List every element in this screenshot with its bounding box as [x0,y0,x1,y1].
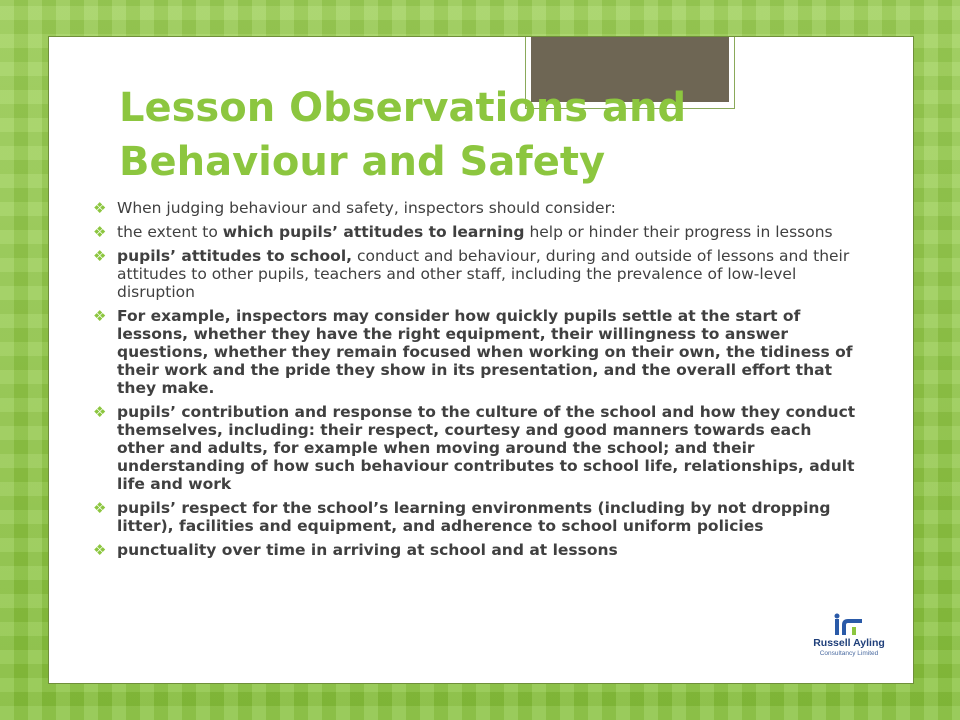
bullet-text-bold: pupils’ contribution and response to the culture of the school and how they conduct themselves, including: their respect, courtesy and good manners towards each other and adults, for example when moving around the school; and their understanding of how such behaviour contributes to school life, relationships, adult life and work [117,403,856,493]
bullet-item [93,403,863,493]
hollow-diamond-icon: ❖ [93,247,107,265]
hollow-diamond-icon: ❖ [93,403,107,421]
russell-ayling-logo-icon [832,613,866,637]
bullet-list [93,199,863,565]
hollow-diamond-icon: ❖ [93,223,107,241]
slide-title [119,81,819,189]
bullet-text-bold: which pupils’ attitudes to learning [222,223,525,241]
logo-subtitle: Consultancy Limited [819,650,879,657]
bullet-item [93,247,863,301]
bullet-text: When judging behaviour and safety, inspectors should consider: [117,199,616,217]
bullet-text-pre: the extent to [117,223,223,241]
bullet-text-bold: For example, inspectors may consider how quickly pupils settle at the start of lessons, whether they have the right equipment, their willingness to answer questions, whether they remain focused when working on their own, the tidiness of their work and the pride they show in its presentation, and the overall effort that they make. [117,307,853,397]
slide [48,36,914,684]
bullet-item [93,541,863,559]
bullet-text-bold: punctuality over time in arriving at school and at lessons [117,541,618,559]
hollow-diamond-icon: ❖ [93,499,107,517]
bullet-item [93,199,863,217]
bullet-item [93,307,863,397]
bullet-text-post: conduct and behaviour, during and outside of lessons and their attitudes to other pupils, teachers and other staff, including the prevalence of low-level disruption [117,247,850,301]
hollow-diamond-icon: ❖ [93,541,107,559]
bullet-text-bold: pupils’ attitudes to school, [117,247,353,265]
hollow-diamond-icon: ❖ [93,199,107,217]
title-line-1: Lesson Observations and [119,85,687,131]
bullet-text-bold: pupils’ respect for the school’s learning environments (including by not dropping litter), facilities and equipment, and adherence to school uniform policies [117,499,831,535]
title-line-2: Behaviour and Safety [119,139,606,185]
hollow-diamond-icon: ❖ [93,307,107,325]
company-logo [809,613,889,663]
bullet-item [93,499,863,535]
bullet-item [93,223,863,241]
bullet-text-post: help or hinder their progress in lessons [524,223,833,241]
logo-name: Russell Ayling [813,637,885,649]
